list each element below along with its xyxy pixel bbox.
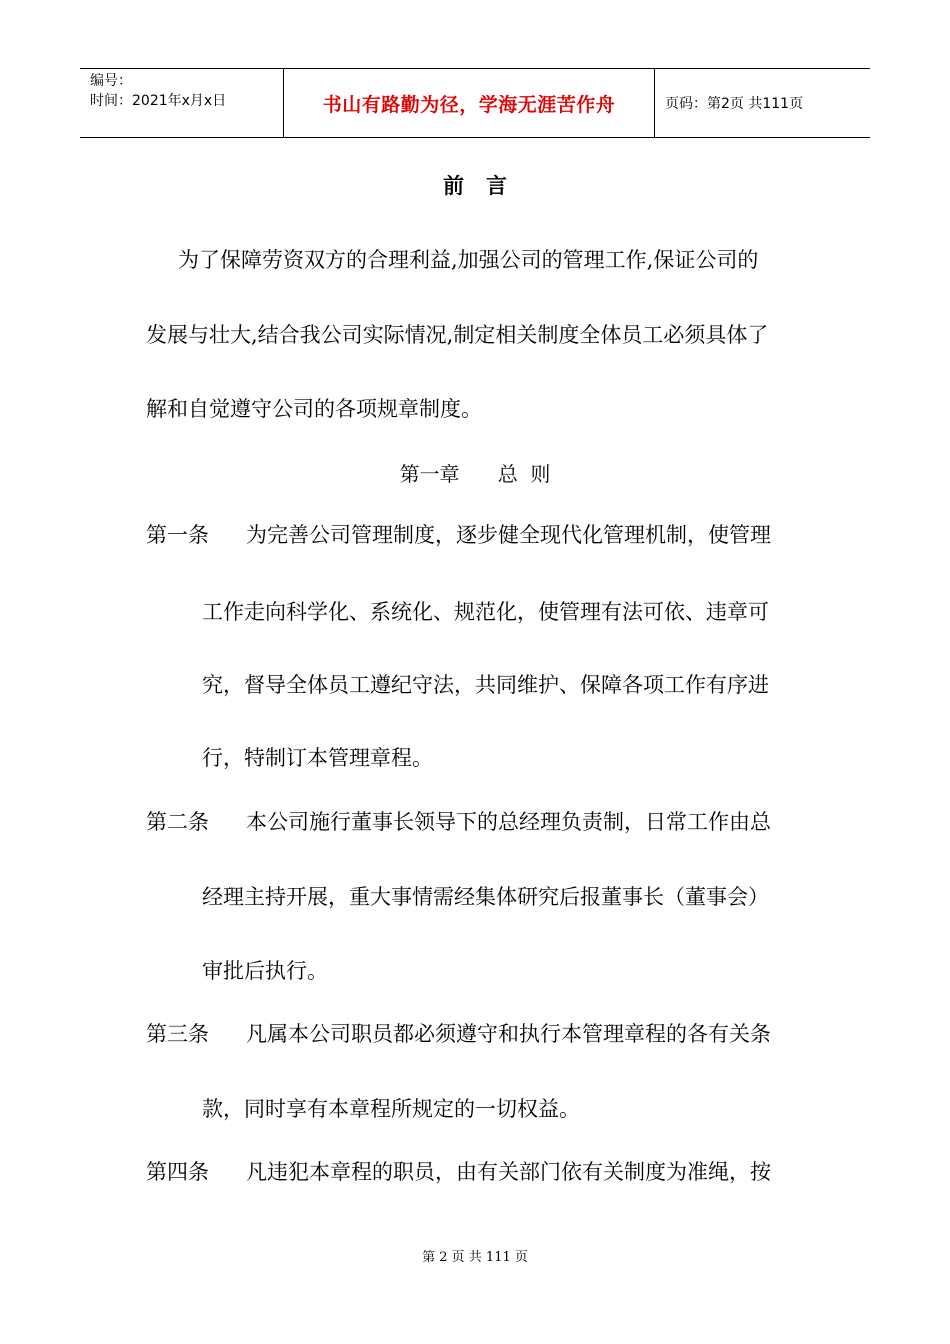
header-motto: 书山有路勤为径，学海无涯苦作舟 (322, 93, 616, 116)
header-page-info: 页码：第2页 共111页 (665, 96, 804, 112)
article-label: 第一条 (146, 523, 209, 547)
article-line: 为完善公司管理制度，逐步健全现代化管理机制，使管理 (246, 523, 771, 547)
header-motto-cell (283, 69, 655, 137)
article-label: 第三条 (146, 1022, 209, 1046)
preface-line: 为了保障劳资双方的合理利益,加强公司的管理工作,保证公司的 (178, 248, 759, 272)
page-footer: 第 2 页 共 111 页 (422, 1250, 528, 1265)
article-line: 凡违犯本章程的职员，由有关部门依有关制度为准绳，按 (246, 1160, 771, 1184)
document-title: 前言 (443, 173, 529, 198)
chapter-heading: 第一章 总 则 (399, 462, 551, 486)
article-line: 经理主持开展，重大事情需经集体研究后报董事长（董事会） (202, 885, 769, 909)
article-line: 行，特制订本管理章程。 (202, 746, 433, 770)
preface-line: 发展与壮大,结合我公司实际情况,制定相关制度全体员工必须具体了 (146, 323, 769, 347)
article-line: 凡属本公司职员都必须遵守和执行本管理章程的各有关条 (246, 1022, 771, 1046)
header-meta-cell (80, 69, 283, 137)
article-line: 本公司施行董事长领导下的总经理负责制，日常工作由总 (246, 810, 771, 834)
header-number-label: 编号： (90, 73, 132, 89)
article-label: 第二条 (146, 810, 209, 834)
header-page-cell (655, 69, 870, 137)
document-header (80, 68, 870, 138)
header-time-label: 时间：2021年x月x日 (90, 93, 227, 109)
article-label: 第四条 (146, 1160, 209, 1184)
preface-line: 解和自觉遵守公司的各项规章制度。 (146, 397, 482, 421)
article-line: 究，督导全体员工遵纪守法，共同维护、保障各项工作有序进 (202, 673, 769, 697)
article-line: 款，同时享有本章程所规定的一切权益。 (202, 1097, 580, 1121)
article-line: 工作走向科学化、系统化、规范化，使管理有法可依、违章可 (202, 600, 769, 624)
article-line: 审批后执行。 (202, 959, 328, 983)
